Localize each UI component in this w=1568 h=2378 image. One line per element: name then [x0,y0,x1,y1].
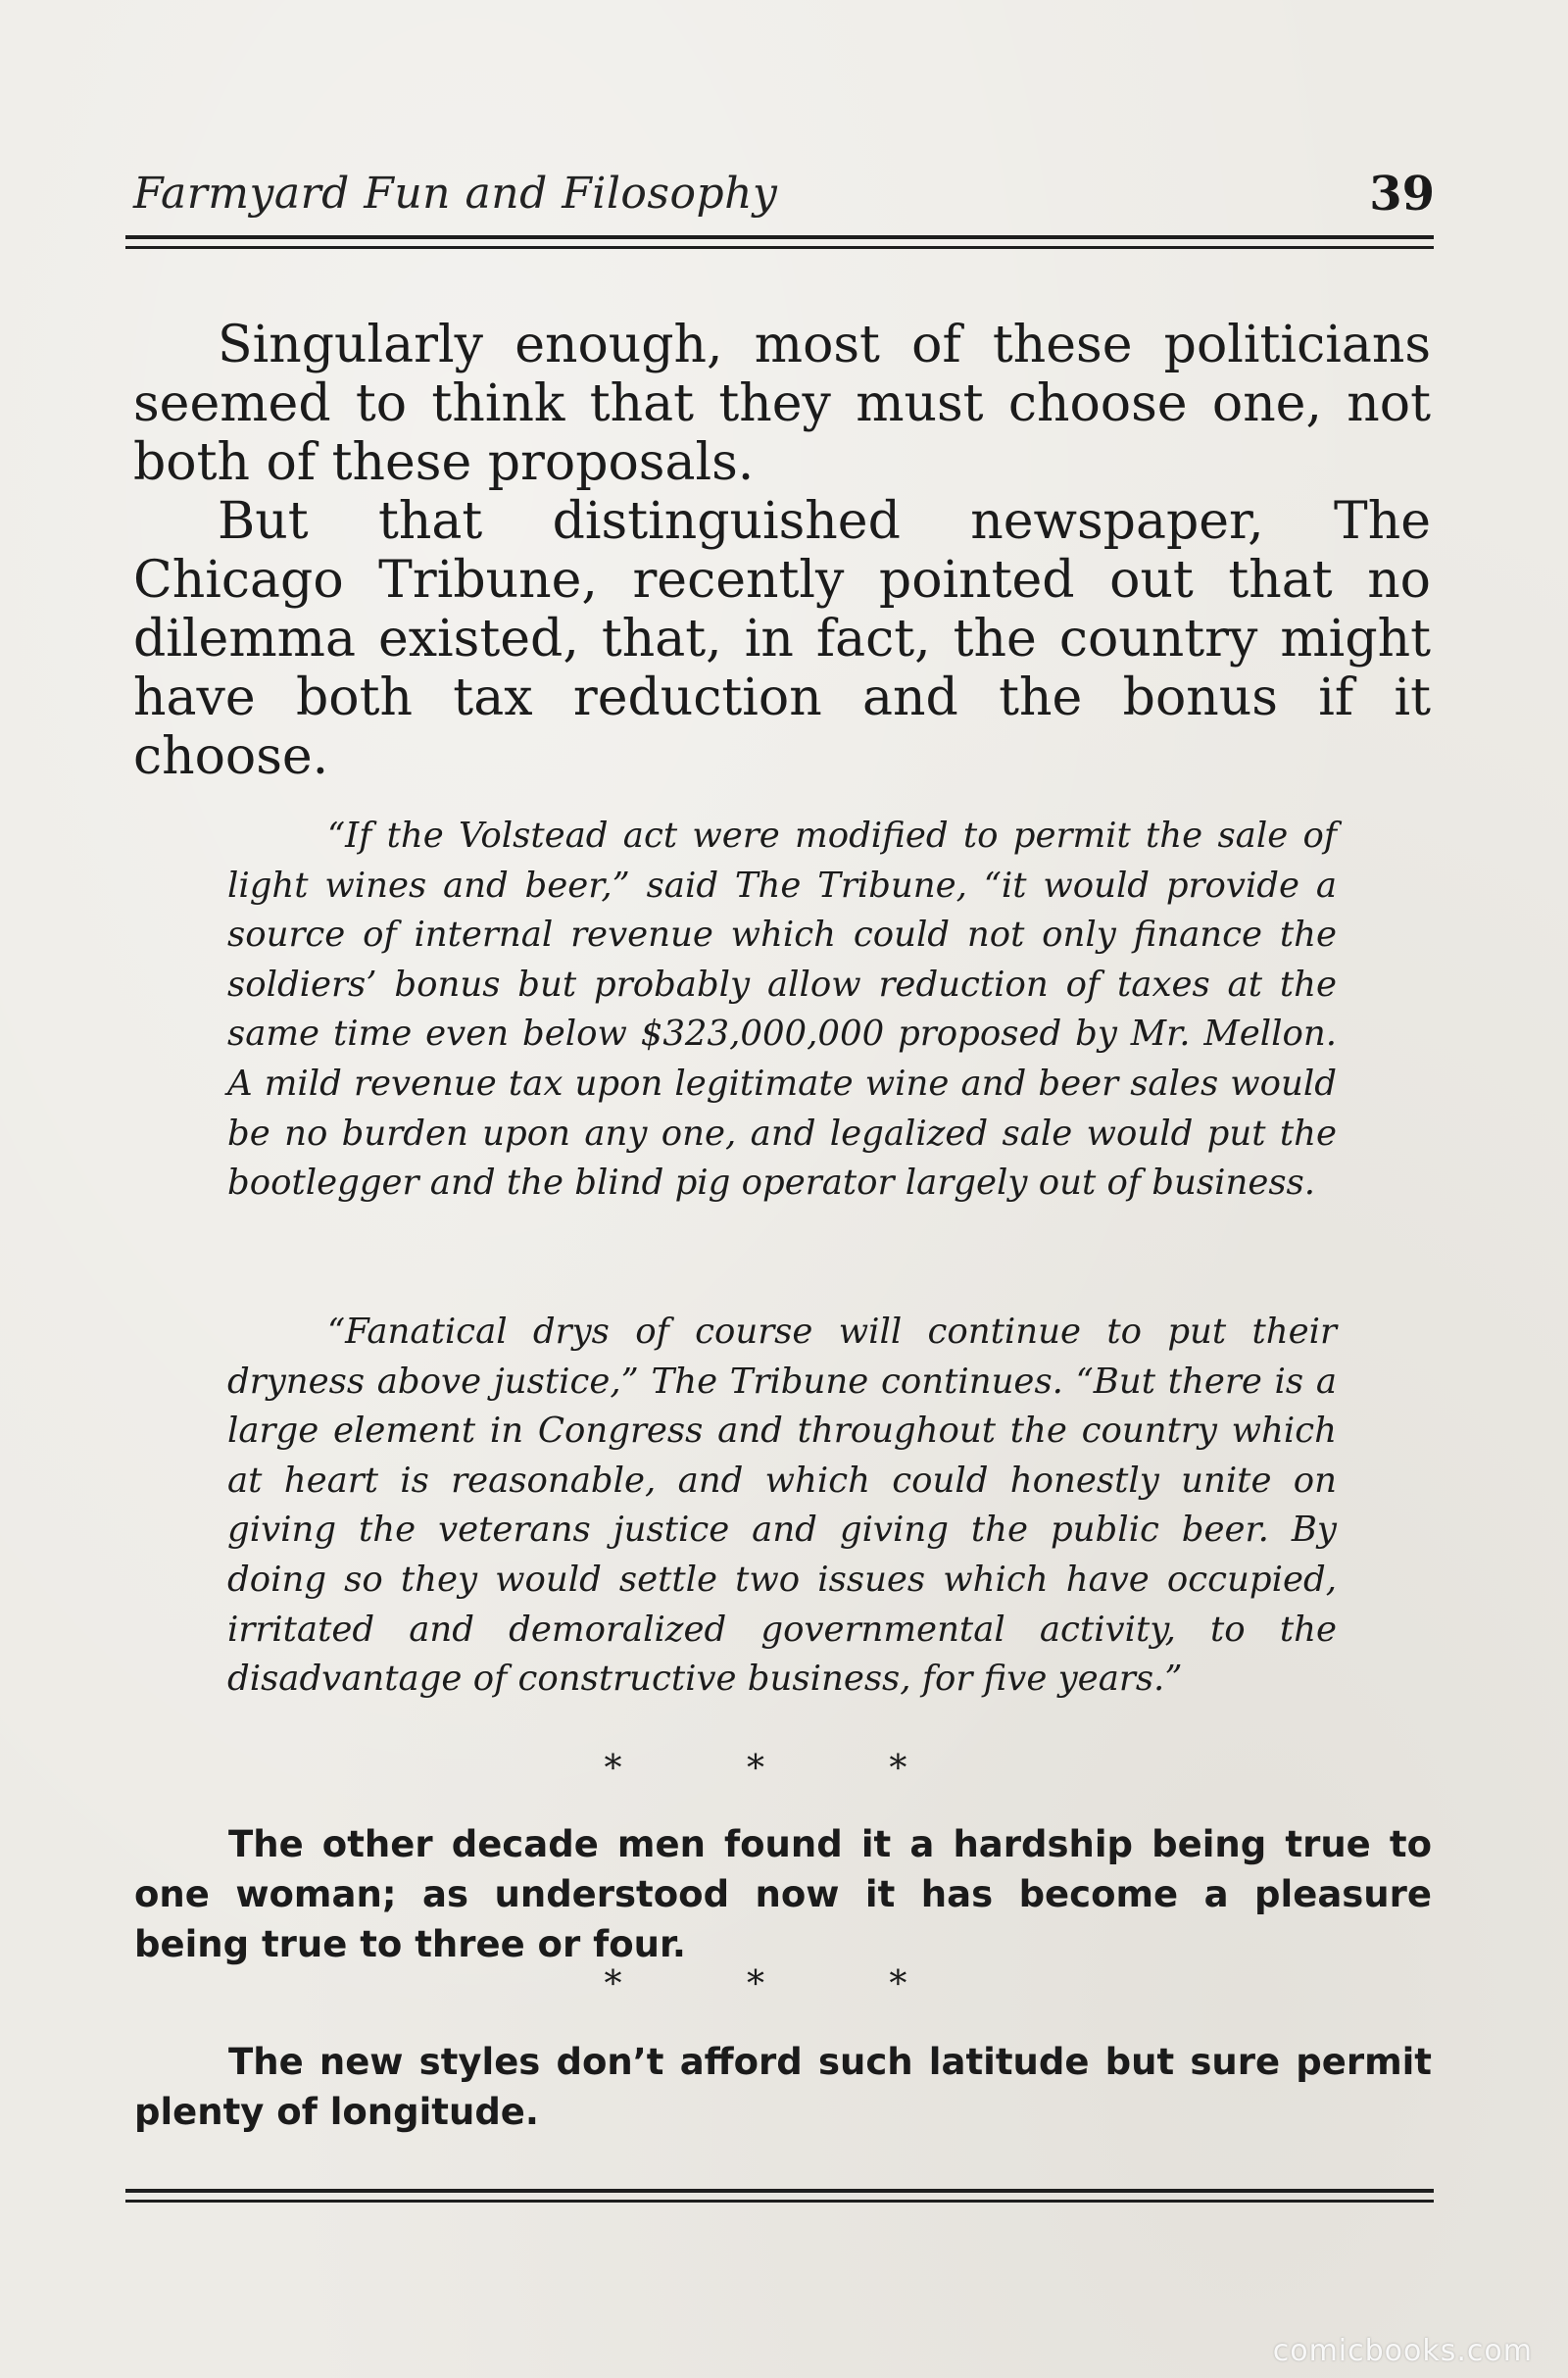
watermark: comicbooks.com [1272,2334,1533,2368]
body-paragraph-2: But that distinguished newspaper, The Chicago Tribune, recently pointed out that no dilemma existed, that, in fact, the country might have both tax reduction and the bonus if it choose. [133,492,1431,786]
running-title: Farmyard Fun and Filosophy [133,169,778,219]
page-number: 39 [1369,167,1435,222]
joke-paragraph-2: The new styles don’t afford such latitude but sure permit plenty of longitude. [134,2041,1432,2133]
joke-paragraph-1: The other decade men found it a hardship being true to one woman; as understood now it has become a pleasure being true to three or four. [134,1823,1432,1965]
section-separator-2: * * * [604,1964,964,2005]
footer-double-rule [125,2189,1434,2203]
section-separator-1: * * * [604,1749,964,1789]
tribune-quote-2: “Fanatical drys of course will continue to put their dryness above justice,” The Tribune continues. “But there is a large element in Congress and throughout the country which at heart is reasonable, and which could honestly unite on giving the veterans justice and giving the public beer. By doing so they would settle two issues which have occupied, irritated and demoralized governmental activity, to the disadvantage of constructive business, for five years.” [227,1312,1337,1700]
page-header [131,169,1435,227]
header-double-rule [125,235,1434,249]
body-paragraph-1: Singularly enough, most of these politicians seemed to think that they must choose one, not both of these proposals. [133,316,1431,492]
tribune-quote-1: “If the Volstead act were modified to permit the sale of light wines and beer,” said The Tribune, “it would provide a source of internal revenue which could not only finance the soldiers’ bonus but probably allow reduction of taxes at the same time even below $323,000,000 proposed by Mr. Mellon. A mild revenue tax upon legitimate wine and beer sales would be no burden upon any one, and legalized sale would put the bootlegger and the blind pig operator largely out of business. [227,816,1337,1204]
